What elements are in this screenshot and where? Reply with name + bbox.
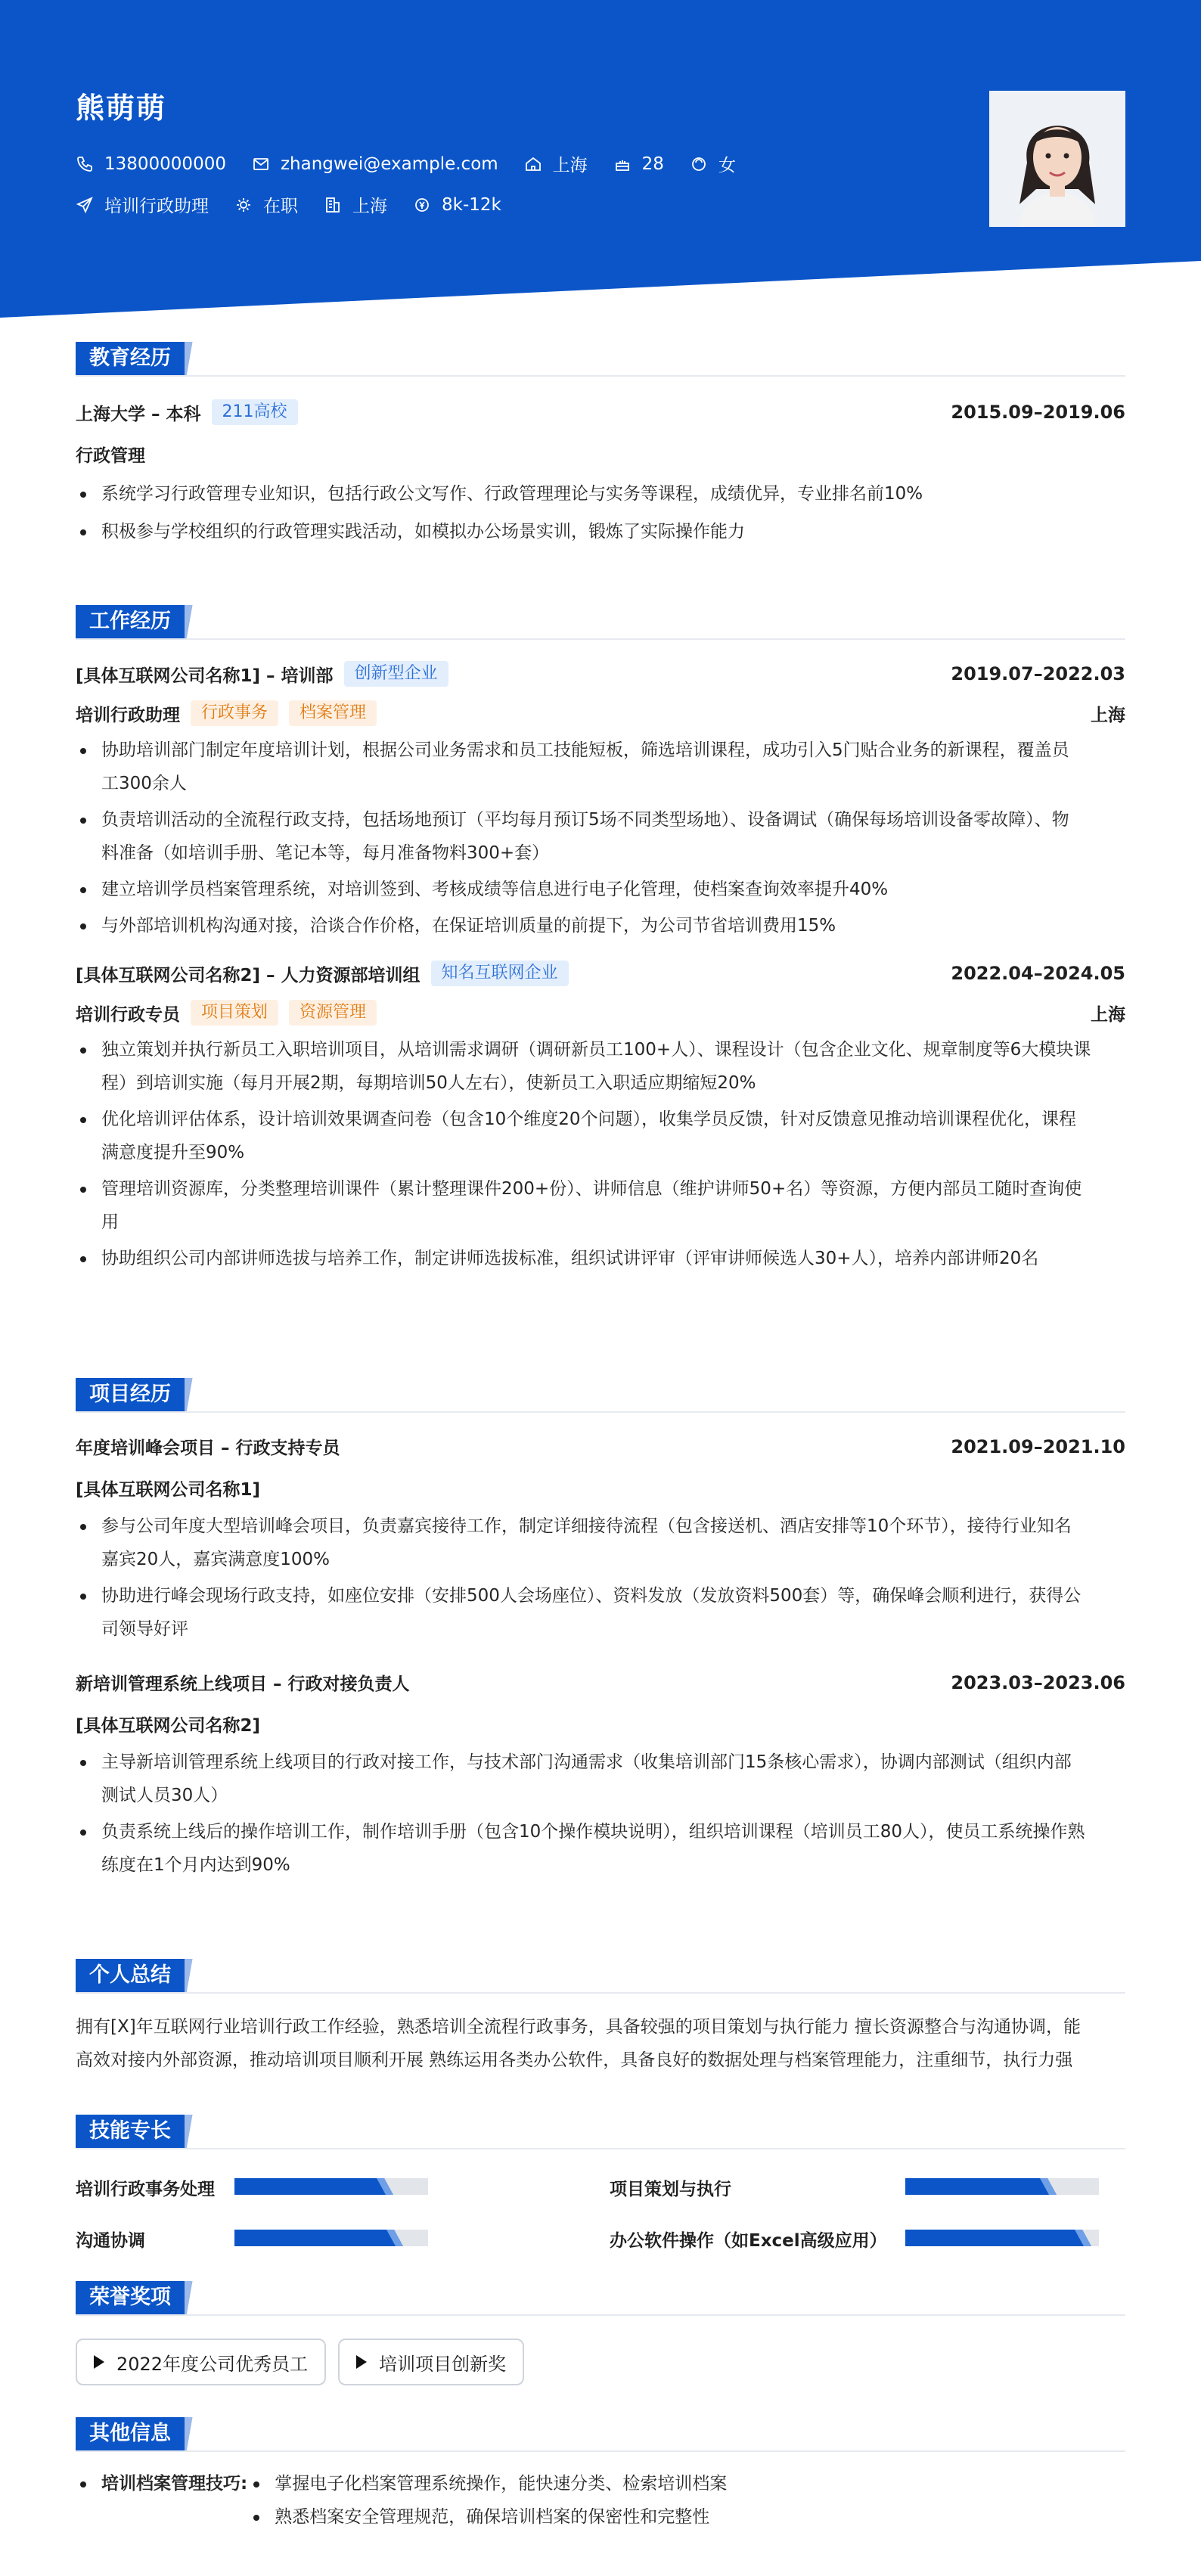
project-header: [76, 1670, 1125, 1695]
target-city-item: [324, 192, 387, 217]
profile-photo: [989, 91, 1125, 227]
education-header: [76, 399, 1125, 425]
skill-bar: [234, 2230, 428, 2246]
job-bullets: [76, 734, 1125, 942]
job-role: 培训行政专员: [76, 1004, 180, 1025]
email-item: [252, 154, 498, 174]
skill-name: 培训行政事务处理: [76, 2180, 215, 2199]
list-item: 与外部培训机构沟通对接，洽谈合作价格，在保证培训质量的前提下，为公司节省培训费用15%: [76, 909, 1125, 942]
gender-text: 女: [718, 156, 736, 175]
project-name: 年度培训峰会项目 – 行政支持专员: [76, 1439, 340, 1458]
list-item: 协助培训部门制定年度培训计划，根据公司业务需求和员工技能短板，筛选培训课程，成功引入5门贴合业务的新课程，覆盖员 工300余人: [76, 734, 1125, 800]
skill-level-mark: [905, 2230, 1091, 2246]
list-item: 熟悉档案安全管理规范，确保培训档案的保密性和完整性: [249, 2500, 727, 2534]
honor-item: [76, 2339, 326, 2385]
list-item: 管理培训资源库，分类整理培训课件（累计整理课件200+份）、讲师信息（维护讲师50+名）等资源，方便内部员工随时查询使 用: [76, 1172, 1125, 1239]
honors-list: [76, 2339, 1125, 2385]
project-bullets: [76, 1746, 1125, 1882]
summary-text: [76, 2010, 1125, 2077]
location-text: 上海: [552, 156, 588, 175]
skill-name: 沟通协调: [76, 2231, 145, 2251]
honors-section: [76, 2281, 1125, 2385]
list-item: 优化培训评估体系，设计培训效果调查问卷（包含10个维度20个问题），收集学员反馈，针对反馈意见推动培训课程优化，课程 满意度提升至90%: [76, 1103, 1125, 1169]
section-header: [76, 2281, 1125, 2316]
section-header: [76, 2115, 1125, 2149]
job-role-row: [76, 700, 1125, 726]
status-text: 在职: [263, 197, 298, 216]
send-icon: [76, 196, 94, 214]
other-items: [249, 2467, 727, 2534]
section-header: [76, 342, 1125, 377]
education-date: 2015.09–2019.06: [951, 402, 1125, 423]
summary-section: [76, 1959, 1125, 2077]
job-header: [76, 961, 1125, 986]
education-section: [76, 342, 1125, 548]
candidate-name: 熊萌萌: [76, 92, 167, 125]
summary-line: 高效对接内外部资源，推动培训项目顺利开展 熟练运用各类办公软件，具备良好的数据处理与档案管理能力，注重细节，执行力强: [76, 2050, 1073, 2070]
target-position-item: [76, 192, 209, 217]
skill-bar-fill: [905, 2230, 1099, 2246]
skill-bar: [234, 2178, 428, 2195]
phone-item: [76, 154, 226, 174]
phone-text: 13800000000: [104, 154, 226, 174]
skill-bar-fill: [234, 2178, 428, 2195]
email-text: zhangwei@example.com: [280, 154, 498, 174]
section-header: [76, 2417, 1125, 2452]
list-item: 负责培训活动的全流程行政支持，包括场地预订（平均每月预订5场不同类型场地）、设备调试（确保每场培训设备零故障）、物 料准备（如培训手册、笔记本等，每月准备物料300+套）: [76, 803, 1125, 870]
status-icon: [234, 196, 253, 214]
other-label-list: [76, 2467, 247, 2500]
projects-section: [76, 1378, 1125, 1882]
job-date: 2022.04–2024.05: [951, 963, 1125, 984]
list-item: 建立培训学员档案管理系统，对培训签到、考核成绩等信息进行电子化管理，使档案查询效率提升40%: [76, 873, 1125, 906]
phone-icon: [76, 155, 94, 173]
company-tag: 知名互联网企业: [431, 961, 569, 986]
resume-header: [0, 0, 1201, 318]
section-title: 技能专长: [76, 2115, 185, 2148]
salary-text: 8k-12k: [442, 194, 501, 215]
skill-item: [610, 2227, 887, 2252]
project-name: 新培训管理系统上线项目 – 行政对接负责人: [76, 1674, 410, 1694]
list-item: 参与公司年度大型培训峰会项目，负责嘉宾接待工作，制定详细接待流程（包含接送机、酒店安排等10个环节），接待行业知名 嘉宾20人，嘉宾满意度100%: [76, 1510, 1125, 1576]
role-tag: 档案管理: [289, 700, 377, 726]
age-text: 28: [641, 154, 664, 174]
major: 行政管理: [76, 446, 145, 466]
project-company: [具体互联网公司名称1]: [76, 1480, 261, 1500]
section-header: [76, 1959, 1125, 1994]
skills-section: [76, 2115, 1125, 2266]
location-item: [524, 151, 588, 176]
mail-icon: [252, 155, 270, 173]
contact-row: [76, 151, 762, 176]
list-item: 协助组织公司内部讲师选拔与培养工作，制定讲师选拔标准，组织试讲评审（评审讲师候选人30+人），培养内部讲师20名: [76, 1242, 1125, 1275]
target-position-text: 培训行政助理: [104, 197, 209, 216]
job-bullets: [76, 1033, 1125, 1275]
list-item: 负责系统上线后的操作培训工作，制作培训手册（包含10个操作模块说明），组织培训课程（培训员工80人），使员工系统操作熟 练度在1个月内达到90%: [76, 1815, 1125, 1882]
section-title: 项目经历: [76, 1378, 185, 1411]
list-item: 协助进行峰会现场行政支持，如座位安排（安排500人会场座位）、资料发放（发放资料500套）等，确保峰会顺利进行，获得公 司领导好评: [76, 1579, 1125, 1646]
project-bullets: [76, 1510, 1125, 1646]
section-title: 荣誉奖项: [76, 2281, 185, 2314]
skill-bar: [905, 2230, 1099, 2246]
status-item: [234, 192, 298, 217]
project-header: [76, 1434, 1125, 1459]
work-section: [76, 605, 1125, 1275]
skill-bar-fill: [234, 2230, 428, 2246]
project-company: [具体互联网公司名称2]: [76, 1716, 261, 1736]
skill-item: [76, 2175, 215, 2200]
age-item: [613, 154, 664, 174]
skill-item: [76, 2227, 145, 2252]
summary-line: 拥有[X]年互联网行业培训行政工作经验，熟悉培训全流程行政事务，具备较强的项目策划与执行能力 擅长资源整合与沟通协调，能: [76, 2017, 1082, 2037]
section-title: 其他信息: [76, 2417, 185, 2450]
job-date: 2019.07–2022.03: [951, 663, 1125, 684]
role-tag: 项目策划: [191, 1000, 278, 1026]
other-label: 培训档案管理技巧:: [76, 2467, 247, 2500]
gender-icon: [690, 155, 708, 173]
skill-level-mark: [234, 2178, 393, 2195]
education-bullets: [76, 477, 1125, 548]
section-title: 教育经历: [76, 342, 185, 375]
skill-name: 项目策划与执行: [610, 2180, 731, 2199]
skill-bar-fill: [905, 2178, 1099, 2195]
company-tag: 创新型企业: [344, 661, 448, 687]
salary-icon: [413, 196, 431, 214]
skill-level-mark: [905, 2178, 1057, 2195]
honor-label: 培训项目创新奖: [379, 2353, 507, 2375]
salary-item: [413, 195, 501, 215]
role-tag: 行政事务: [191, 700, 278, 726]
job-role-row: [76, 1000, 1125, 1026]
play-icon: [94, 2355, 104, 2369]
job-header: [76, 661, 1125, 687]
list-item: 积极参与学校组织的行政管理实践活动，如模拟办公场景实训，锻炼了实际操作能力: [76, 515, 1125, 548]
project-date: 2023.03–2023.06: [951, 1671, 1125, 1693]
company-name: [具体互联网公司名称2] – 人力资源部培训组: [76, 965, 421, 985]
skill-level-mark: [234, 2230, 403, 2246]
list-item: 主导新培训管理系统上线项目的行政对接工作，与技术部门沟通需求（收集培训部门15条核心需求），协调内部测试（组织内部 测试人员30人）: [76, 1746, 1125, 1812]
job-city: 上海: [1091, 1004, 1125, 1025]
section-title: 个人总结: [76, 1959, 185, 1992]
skill-item: [610, 2175, 731, 2200]
age-icon: [613, 155, 632, 173]
gender-item: [690, 151, 736, 176]
play-icon: [356, 2355, 367, 2369]
role-tag: 资源管理: [289, 1000, 377, 1026]
skill-bar: [905, 2178, 1099, 2195]
skill-name: 办公软件操作（如Excel高级应用）: [610, 2231, 887, 2251]
other-section: [76, 2417, 1125, 2534]
job-role: 培训行政助理: [76, 705, 180, 725]
other-info: [76, 2467, 1125, 2534]
section-header: [76, 605, 1125, 640]
section-header: [76, 1378, 1125, 1413]
building-icon: [324, 196, 342, 214]
company-name: [具体互联网公司名称1] – 培训部: [76, 666, 334, 686]
honor-label: 2022年度公司优秀员工: [116, 2353, 309, 2375]
school-tag: 211高校: [212, 399, 298, 425]
home-icon: [524, 155, 542, 173]
honor-item: [338, 2339, 524, 2385]
list-item: 独立策划并执行新员工入职培训项目，从培训需求调研（调研新员工100+人）、课程设计（包含企业文化、规章制度等6大模块课 程）到培训实施（每月开展2期，每期培训50人左右），使新员工入职适应期缩短20%: [76, 1033, 1125, 1100]
target-city-text: 上海: [352, 197, 387, 216]
job-intent-row: [76, 192, 527, 217]
school-name: 上海大学 – 本科: [76, 404, 201, 424]
list-item: 掌握电子化档案管理系统操作，能快速分类、检索培训档案: [249, 2467, 727, 2500]
section-title: 工作经历: [76, 605, 185, 638]
project-date: 2021.09–2021.10: [951, 1435, 1125, 1457]
list-item: 系统学习行政管理专业知识，包括行政公文写作、行政管理理论与实务等课程，成绩优异，专业排名前10%: [76, 477, 1125, 511]
job-city: 上海: [1091, 705, 1125, 725]
